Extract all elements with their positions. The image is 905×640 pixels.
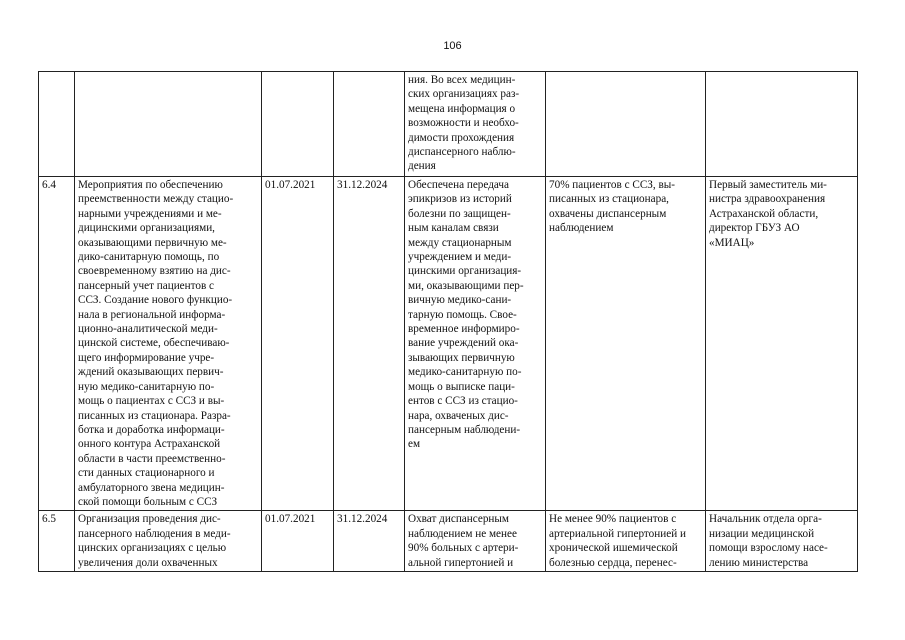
indicator-text: 70% пациентов с ССЗ, вы- писанных из стационара, охвачены диспансерным наблюдением [549, 179, 676, 235]
table-row [39, 511, 858, 572]
result-cell [405, 72, 546, 177]
result-cell [405, 511, 546, 572]
indicator-cell [546, 511, 706, 572]
responsible-text: Первый заместитель ми- нистра здравоохранения Астраханской области, директор ГБУЗ АО «МИАЦ» [709, 179, 827, 249]
page-number: 106 [443, 40, 462, 52]
activity-cell [75, 511, 262, 572]
indicator-cell [546, 72, 706, 177]
result-text: ния. Во всех медицин- ских организациях раз- мещена информация о возможности и необхо- димости прохождения диспансерного наблю- дения [408, 74, 520, 173]
activity-cell [75, 72, 262, 177]
responsible-cell [706, 511, 858, 572]
end-date-cell: 31.12.2024 [334, 177, 405, 511]
activity-text: Организация проведения дис- пансерного наблюдения в меди- цинских организациях с целью увеличения доли охваченных [78, 513, 231, 569]
result-text: Обеспечена передача эпикризов из историй болезни по защищен- ным каналам связи между стационарным учреждением и меди- цинскими организация- ми, оказывающими пер- вичную медико-сани- тарную помощь. Свое- временное информиро- вание учреждений ока- зывающих первичную медико-санитарную по- мощь о выписке паци- ентов с ССЗ из стацио- нара, охваченых дис- пансерным наблюдени- ем [408, 179, 524, 451]
activity-cell [75, 177, 262, 511]
activities-table [38, 71, 858, 572]
activity-text: Мероприятия по обеспечению преемственности между стацио- нарными учреждениями и ме- дицинскими организациями, оказывающими первичную ме- дико-санитарную помощь, по своевременному взятию на дис- пансерный учет пациентов с ССЗ. Создание нового функцио- нала в региональной информа- ционно-аналитической меди- цинской системе, обеспечиваю- щего информирование учре- ждений оказывающих первич- ную медико-санитарную по- мощь о пациентах с ССЗ и вы- писанных из стационара. Разра- ботка и доработка информаци- онного контура Астраханской области в части преемственно- сти данных стационарного и амбулаторного звена медицин- ской помощи больным с ССЗ [78, 179, 234, 508]
responsible-text: Начальник отдела орга- низации медицинской помощи взрослому насе- лению министерства [709, 513, 828, 569]
responsible-cell [706, 177, 858, 511]
indicator-text: Не менее 90% пациентов с артериальной гипертонией и хронической ишемической болезнью сердца, перенес- [549, 513, 686, 569]
start-date-cell [262, 72, 334, 177]
responsible-cell [706, 72, 858, 177]
start-date-cell: 01.07.2021 [262, 511, 334, 572]
end-date-cell [334, 72, 405, 177]
indicator-cell [546, 177, 706, 511]
end-date-cell: 31.12.2024 [334, 511, 405, 572]
table-row [39, 177, 858, 511]
row-number-cell [39, 72, 75, 177]
result-cell [405, 177, 546, 511]
start-date-cell: 01.07.2021 [262, 177, 334, 511]
row-number-cell: 6.5 [39, 511, 75, 572]
table-row [39, 72, 858, 177]
result-text: Охват диспансерным наблюдением не менее 90% больных с артери- альной гипертонией и [408, 513, 519, 569]
row-number-cell: 6.4 [39, 177, 75, 511]
